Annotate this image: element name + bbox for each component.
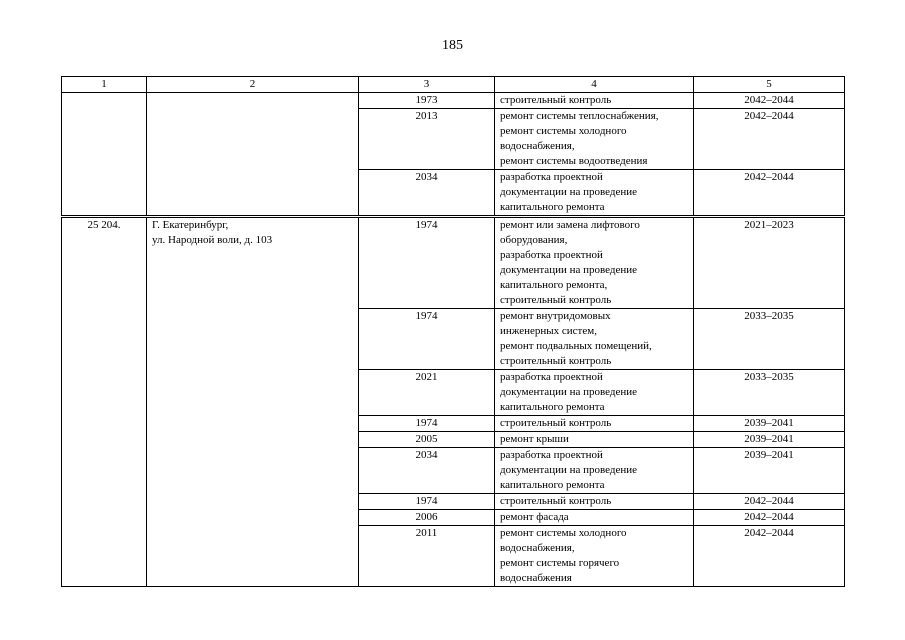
period-cell: 2042–2044 [694,494,845,510]
address-city: Г. Екатеринбург, [152,219,229,231]
work-type-line: разработка проектной [500,249,603,261]
entry-number-cell: 25 204. [62,217,147,587]
period-cell: 2042–2044 [694,526,845,587]
column-header-5: 5 [694,77,845,93]
work-type-line: разработка проектной [500,449,603,461]
year-cell: 1973 [359,93,495,109]
work-type-line: оборудования, [500,234,568,246]
work-type-cell [495,93,694,109]
period-cell: 2033–2035 [694,370,845,416]
work-type-cell [495,170,694,217]
work-type-cell [495,370,694,416]
work-type-line: водоснабжения [500,572,572,584]
column-header-2: 2 [147,77,359,93]
work-type-line: капитального ремонта, [500,279,608,291]
work-type-line: ремонт системы холодного [500,125,627,137]
work-type-line: капитального ремонта [500,201,605,213]
header-row [62,77,845,93]
address-street: ул. Народной воли, д. 103 [152,234,273,246]
work-type-line: разработка проектной [500,171,603,183]
period-cell: 2042–2044 [694,170,845,217]
work-type-line: капитального ремонта [500,479,605,491]
work-type-cell [495,109,694,170]
work-type-line: строительный контроль [500,355,612,367]
period-cell: 2033–2035 [694,309,845,370]
work-type-line: ремонт системы водоотведения [500,155,648,167]
entry-number-cell [62,93,147,217]
work-type-line: ремонт фасада [500,511,569,523]
year-cell: 2021 [359,370,495,416]
year-cell: 1974 [359,217,495,309]
work-type-line: строительный контроль [500,417,612,429]
year-cell: 2005 [359,432,495,448]
work-type-line: водоснабжения, [500,140,575,152]
work-type-line: строительный контроль [500,495,612,507]
work-type-line: ремонт подвальных помещений, [500,340,652,352]
work-type-cell [495,309,694,370]
work-type-line: ремонт системы теплоснабжения, [500,110,659,122]
work-type-line: документации на проведение [500,264,638,276]
table-row [62,93,845,109]
work-type-line: строительный контроль [500,294,612,306]
work-type-line: строительный контроль [500,94,612,106]
period-cell: 2039–2041 [694,432,845,448]
year-cell: 1974 [359,309,495,370]
address-cell [147,93,359,217]
work-type-cell [495,494,694,510]
year-cell: 2011 [359,526,495,587]
work-type-line: инженерных систем, [500,325,597,337]
year-cell: 1974 [359,494,495,510]
work-type-cell [495,510,694,526]
table-row [62,217,845,309]
year-cell: 2006 [359,510,495,526]
year-cell: 2034 [359,170,495,217]
work-type-line: разработка проектной [500,371,603,383]
work-type-cell [495,432,694,448]
period-cell: 2042–2044 [694,109,845,170]
column-header-4: 4 [495,77,694,93]
period-cell: 2039–2041 [694,416,845,432]
page-number: 185 [442,38,463,53]
address-cell [147,217,359,587]
work-type-line: документации на проведение [500,186,638,198]
period-cell: 2042–2044 [694,93,845,109]
work-type-line: документации на проведение [500,464,638,476]
work-type-line: ремонт системы холодного [500,527,627,539]
work-type-cell [495,416,694,432]
column-header-3: 3 [359,77,495,93]
work-type-line: ремонт или замена лифтового [500,219,640,231]
work-type-line: ремонт системы горячего [500,557,620,569]
period-cell: 2042–2044 [694,510,845,526]
work-type-line: ремонт внутридомовых [500,310,611,322]
work-type-cell [495,448,694,494]
column-header-1: 1 [62,77,147,93]
period-cell: 2039–2041 [694,448,845,494]
year-cell: 1974 [359,416,495,432]
work-type-line: ремонт крыши [500,433,569,445]
year-cell: 2034 [359,448,495,494]
repair-schedule-table [61,76,845,587]
work-type-cell [495,526,694,587]
period-cell: 2021–2023 [694,217,845,309]
work-type-line: капитального ремонта [500,401,605,413]
year-cell: 2013 [359,109,495,170]
work-type-line: водоснабжения, [500,542,575,554]
work-type-line: документации на проведение [500,386,638,398]
work-type-cell [495,217,694,309]
